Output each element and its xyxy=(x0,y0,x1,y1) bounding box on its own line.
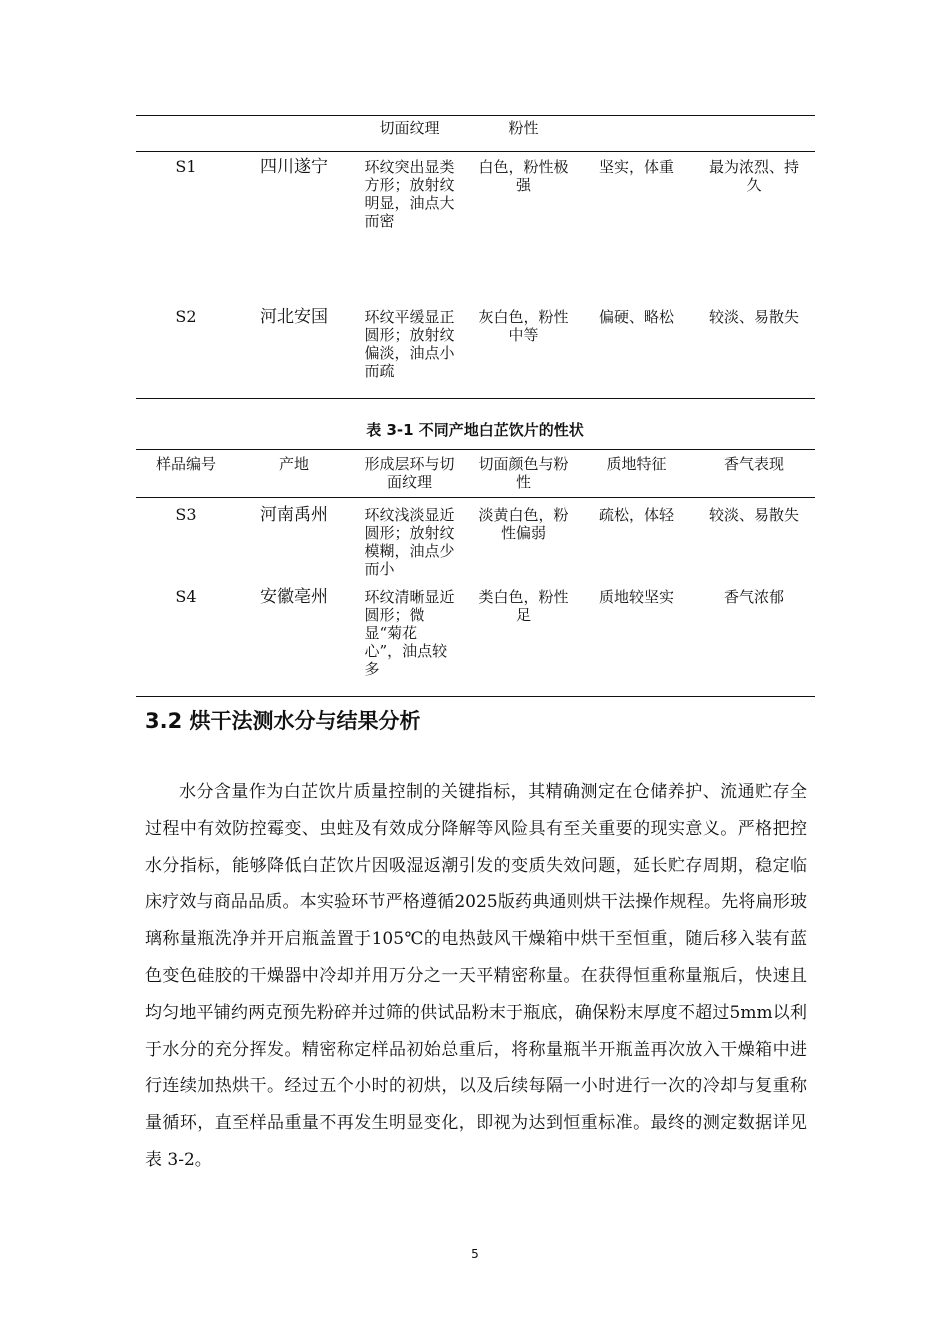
header-sample-id: 样品编号 xyxy=(155,455,216,473)
header-cell xyxy=(236,116,352,152)
header-origin: 产地 xyxy=(278,455,309,473)
table-caption: 表 3-1 不同产地白芷饮片的性状 xyxy=(366,421,584,439)
sample-id-cell: S4 xyxy=(175,587,197,606)
quality-cell: 坚实，体重 xyxy=(598,158,674,176)
texture-cell: 环纹浅淡显近圆形；放射纹模糊，油点少而小 xyxy=(364,506,455,578)
color-cell: 类白色，粉性足 xyxy=(478,588,569,624)
header-color: 切面颜色与粉性 xyxy=(478,455,569,491)
table-3-1 xyxy=(136,449,815,697)
aroma-cell: 较淡、易散失 xyxy=(709,506,800,524)
table-row xyxy=(136,588,815,697)
color-cell: 淡黄白色，粉性偏弱 xyxy=(478,506,569,542)
table-row xyxy=(136,498,815,589)
aroma-cell: 香气浓郁 xyxy=(723,588,784,606)
section-heading: 3.2 烘干法测水分与结果分析 xyxy=(145,709,421,733)
quality-cell: 疏松，体轻 xyxy=(598,506,674,524)
sample-id-cell: S3 xyxy=(175,505,197,524)
origin-cell: 四川遂宁 xyxy=(260,157,328,177)
texture-cell: 环纹平缓显正圆形；放射纹偏淡，油点小而疏 xyxy=(364,308,455,380)
quality-cell: 质地较坚实 xyxy=(598,588,674,606)
texture-cell: 环纹清晰显近圆形；微显“菊花心”，油点较多 xyxy=(364,588,455,678)
origin-cell: 安徽亳州 xyxy=(260,587,328,607)
table-row xyxy=(136,152,815,309)
origin-cell: 河北安国 xyxy=(260,307,328,327)
header-texture: 形成层环与切面纹理 xyxy=(364,455,455,491)
sample-id-cell: S1 xyxy=(175,157,197,176)
aroma-cell: 最为浓烈、持久 xyxy=(709,158,800,194)
table-header-row xyxy=(136,450,815,498)
header-cell: 切面纹理 xyxy=(379,119,440,137)
origin-cell: 河南禹州 xyxy=(260,505,328,525)
table-header-fragment-row xyxy=(136,116,815,152)
header-cell xyxy=(136,116,236,152)
aroma-cell: 较淡、易散失 xyxy=(709,308,800,326)
quality-cell: 偏硬、略松 xyxy=(598,308,674,326)
texture-cell: 环纹突出显类方形；放射纹明显，油点大而密 xyxy=(364,158,455,230)
color-cell: 灰白色，粉性中等 xyxy=(478,308,569,344)
header-cell xyxy=(693,116,815,152)
header-quality: 质地特征 xyxy=(606,455,667,473)
body-paragraph: 水分含量作为白芷饮片质量控制的关键指标，其精确测定在仓储养护、流通贮存全过程中有效防控霉变、虫蛀及有效成分降解等风险具有至关重要的现实意义。严格把控水分指标，能够降低白芷饮片因吸湿返潮引发的变质失效问题，延长贮存周期，稳定临床疗效与商品品质。本实验环节严格遵循2025版药典通则烘干法操作规程。先将扁形玻璃称量瓶洗净并开启瓶盖置于105℃的电热鼓风干燥箱中烘干至恒重，随后移入装有蓝色变色硅胶的干燥器中冷却并用万分之一天平精密称量。在获得恒重称量瓶后，快速且均匀地平铺约两克预先粉碎并过筛的供试品粉末于瓶底，确保粉末厚度不超过5mm以利于水分的充分挥发。精密称定样品初始总重后，将称量瓶半开瓶盖再次放入干燥箱中进行连续加热烘干。经过五个小时的初烘，以及后续每隔一小时进行一次的冷却与复重称量循环，直至样品重量不再发生明显变化，即视为达到恒重标准。最终的测定数据详见表 3-2。 xyxy=(145,782,807,1170)
sample-id-cell: S2 xyxy=(175,307,197,326)
page-number: 5 xyxy=(471,1247,479,1261)
table-3-1-continued xyxy=(136,115,815,399)
table-row xyxy=(136,308,815,399)
header-cell: 粉性 xyxy=(508,119,539,137)
color-cell: 白色，粉性极强 xyxy=(478,158,569,194)
header-aroma: 香气表现 xyxy=(723,455,784,473)
header-cell xyxy=(580,116,693,152)
